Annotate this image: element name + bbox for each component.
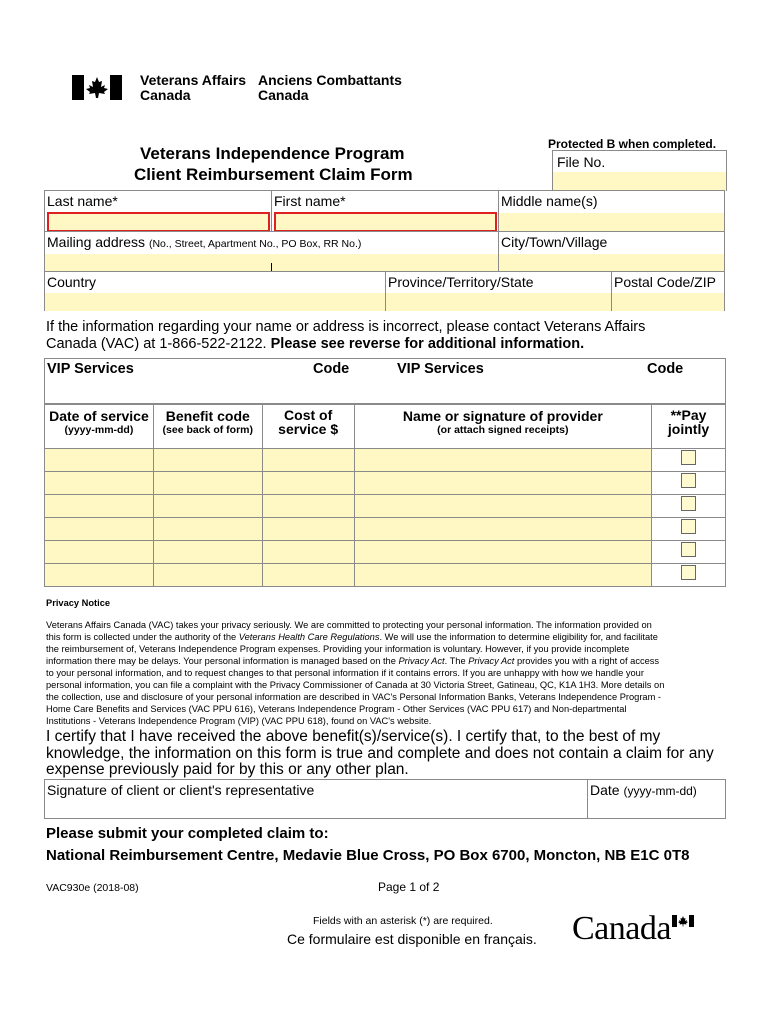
signature-label: Signature of client or client's representative [47, 782, 315, 798]
benefit-code-input[interactable] [153, 449, 262, 472]
pay-jointly-checkbox[interactable] [681, 519, 696, 534]
postal-input[interactable] [612, 293, 724, 311]
vip-code-label-right: Code [647, 361, 684, 377]
pay-jointly-cell [652, 518, 726, 541]
col-pay-jointly-header: **Pay jointly [652, 405, 726, 449]
pay-jointly-checkbox[interactable] [681, 565, 696, 580]
submit-address: National Reimbursement Centre, Medavie Blue Cross, PO Box 6700, Moncton, NB E1C 0T8 [46, 847, 690, 864]
pay-jointly-checkbox[interactable] [681, 542, 696, 557]
privacy-notice-title: Privacy Notice [46, 598, 111, 608]
french-note: Ce formulaire est disponible en français. [287, 931, 537, 947]
middle-name-label: Middle name(s) [501, 193, 598, 209]
postal-label: Postal Code/ZIP [614, 274, 716, 290]
country-input[interactable] [45, 293, 385, 311]
canada-wordmark-flag-icon [672, 915, 694, 927]
claims-table [44, 404, 726, 587]
table-row [45, 495, 726, 518]
page-number: Page 1 of 2 [378, 880, 440, 894]
mailing-address-label: Mailing address (No., Street, Apartment No., PO Box, RR No.) [47, 234, 362, 250]
city-input[interactable] [499, 254, 724, 272]
cost-of-service-input[interactable] [262, 449, 354, 472]
table-row [45, 518, 726, 541]
provider-input[interactable] [354, 495, 651, 518]
pay-jointly-cell [652, 472, 726, 495]
signature-field[interactable] [45, 780, 588, 818]
privacy-notice: Privacy Notice Veterans Affairs Canada (VAC) takes your privacy seriously. We are committed to protecting your personal information. The information provided on this form is collected under the authority of the Veterans Health Care Regulations. We will use the information to determine eligibility for, and facilitate the reimbursement of, Veterans Independence Program expenses. Providing your information is voluntary. However, if you provide incomplete information there may be delays. Your personal information is managed based on the Privacy Act. The Privacy Act provides you with a right of access to your personal information, and to request changes to that personal information if it contains errors. If you are unhappy with how we handle your personal information, you can file a complaint with the Privacy Commissioner of Canada at 30 Victoria Street, Gatineau, QC, K1A 1H3. More details on the collection, use and disclosure of your personal information are described in VAC's Personal Information Banks, Veterans Independence Program - Home Care Benefits and Services (VAC PPU 616), Veterans Independence Program - Other Services (VAC PPU 617) and Non-departmental Institutions - Veterans Independence Program (VIP) (VAC PPU 618), found on VAC's website. [46, 597, 736, 727]
provider-input[interactable] [354, 564, 651, 587]
col-date-header: Date of service (yyyy-mm-dd) [45, 405, 154, 449]
table-row [45, 564, 726, 587]
signature-date-label: Date (yyyy-mm-dd) [590, 782, 697, 798]
vip-services-label-left: VIP Services [47, 361, 134, 377]
vip-services-label-right: VIP Services [397, 361, 484, 377]
benefit-code-input[interactable] [153, 472, 262, 495]
last-name-input[interactable] [47, 212, 270, 232]
vip-services-box [44, 358, 726, 404]
pay-jointly-checkbox[interactable] [681, 473, 696, 488]
middle-name-input[interactable] [499, 213, 724, 231]
mailing-address-cell [45, 231, 499, 272]
col-provider-header: Name or signature of provider (or attach signed receipts) [354, 405, 651, 449]
date-of-service-input[interactable] [45, 495, 154, 518]
canada-wordmark-text: Canada [572, 910, 671, 947]
canada-wordmark [572, 910, 671, 950]
form-title: Veterans Independence Program Client Reimbursement Claim Form [134, 144, 413, 184]
pay-jointly-cell [652, 449, 726, 472]
benefit-code-input[interactable] [153, 564, 262, 587]
contact-info-text: If the information regarding your name or address is incorrect, please contact Veterans Affairs Canada (VAC) at 1-866-522-2122. Please see reverse for additional information. [46, 319, 646, 352]
date-of-service-input[interactable] [45, 472, 154, 495]
file-no-field[interactable] [552, 150, 727, 191]
canada-flag-symbol [72, 75, 122, 100]
file-no-label: File No. [557, 154, 606, 170]
last-name-label: Last name* [47, 193, 118, 209]
date-of-service-input[interactable] [45, 518, 154, 541]
last-name-cell [45, 191, 272, 231]
pay-jointly-cell [652, 541, 726, 564]
table-row [45, 472, 726, 495]
cost-of-service-input[interactable] [262, 541, 354, 564]
pay-jointly-cell [652, 495, 726, 518]
postal-cell [612, 271, 724, 311]
first-name-input[interactable] [274, 212, 497, 232]
province-label: Province/Territory/State [388, 274, 534, 290]
cost-of-service-input[interactable] [262, 495, 354, 518]
pay-jointly-cell [652, 564, 726, 587]
benefit-code-input[interactable] [153, 541, 262, 564]
city-label: City/Town/Village [501, 234, 608, 250]
date-of-service-input[interactable] [45, 541, 154, 564]
pay-jointly-checkbox[interactable] [681, 496, 696, 511]
middle-name-cell [499, 191, 724, 231]
file-no-input[interactable] [553, 172, 726, 191]
country-label: Country [47, 274, 97, 290]
form-code: VAC930e (2018-08) [46, 882, 139, 894]
first-name-label: First name* [274, 193, 346, 209]
benefit-code-input[interactable] [153, 495, 262, 518]
col-benefit-header: Benefit code (see back of form) [153, 405, 262, 449]
city-cell [499, 231, 724, 272]
personal-info-grid [44, 190, 725, 311]
province-cell [386, 271, 612, 311]
provider-input[interactable] [354, 541, 651, 564]
cost-of-service-input[interactable] [262, 472, 354, 495]
vip-code-label-left: Code [313, 361, 350, 377]
provider-input[interactable] [354, 449, 651, 472]
mailing-address-hint: (No., Street, Apartment No., PO Box, RR No.) [148, 238, 362, 250]
benefit-code-input[interactable] [153, 518, 262, 541]
province-input[interactable] [386, 293, 611, 311]
required-note: Fields with an asterisk (*) are required. [313, 915, 493, 927]
protected-label: Protected B when completed. [548, 137, 717, 151]
provider-input[interactable] [354, 518, 651, 541]
table-header-row [45, 405, 726, 449]
country-cell [45, 271, 386, 311]
table-row [45, 541, 726, 564]
cost-of-service-input[interactable] [262, 564, 354, 587]
signature-box [44, 779, 726, 819]
pay-jointly-checkbox[interactable] [681, 450, 696, 465]
submit-heading: Please submit your completed claim to: [46, 825, 329, 842]
department-name-fr: Anciens Combattants Canada [258, 72, 402, 103]
col-cost-header: Cost of service $ [262, 405, 354, 449]
date-of-service-input[interactable] [45, 449, 154, 472]
cost-of-service-input[interactable] [262, 518, 354, 541]
date-of-service-input[interactable] [45, 564, 154, 587]
department-name-en: Veterans Affairs Canada [140, 72, 247, 103]
certification-text: I certify that I have received the above benefit(s)/service(s). I certify that, to the best of my knowledge, the information on this form is true and complete and does not contain a claim for any expense previously paid for by this or any other plan. [46, 728, 714, 778]
signature-date-field[interactable] [588, 780, 725, 818]
first-name-cell [272, 191, 499, 231]
table-row [45, 449, 726, 472]
provider-input[interactable] [354, 472, 651, 495]
